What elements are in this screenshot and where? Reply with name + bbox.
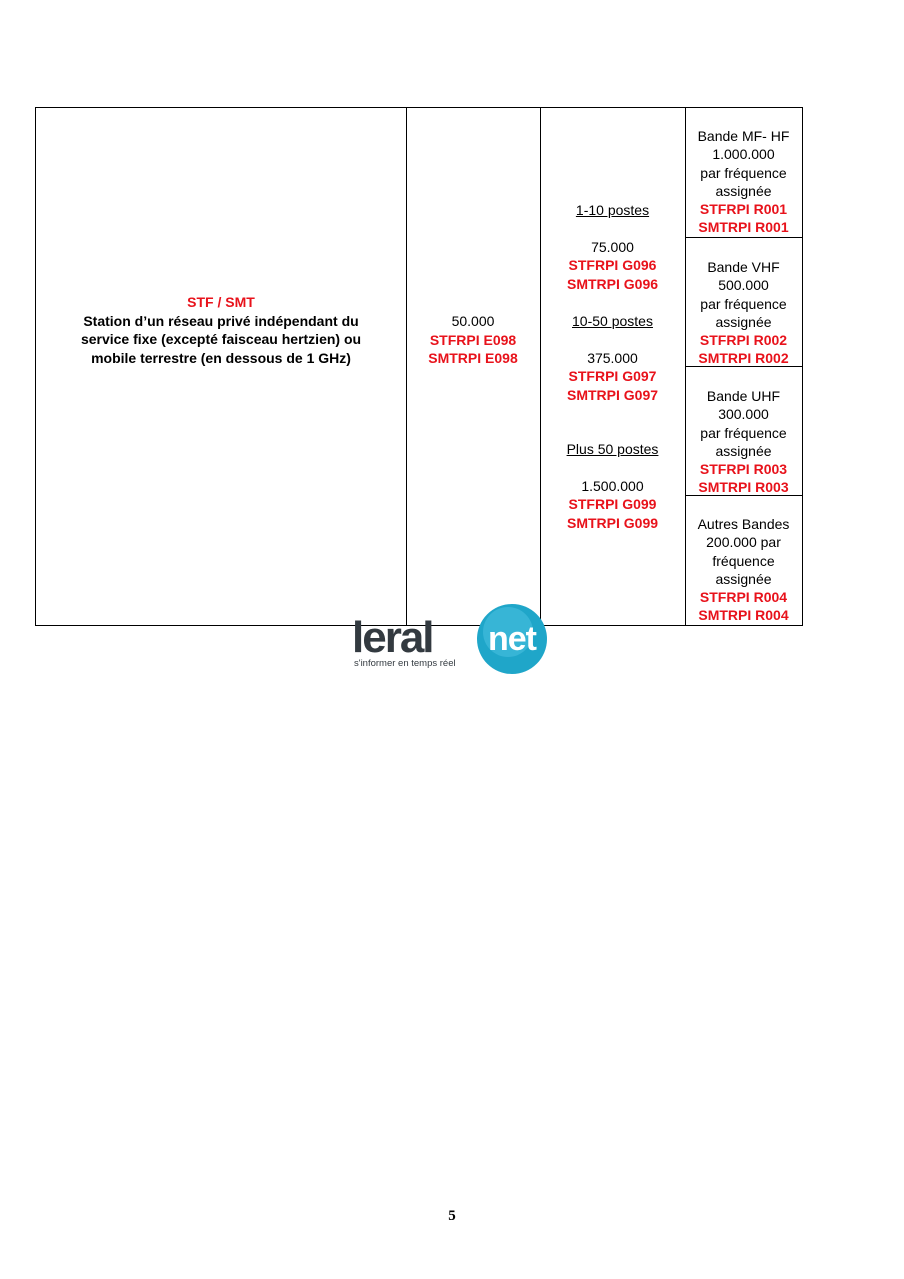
band-block [685,367,802,496]
band-line: fréquence [712,552,775,569]
station-tiers-cell [540,108,686,625]
band-line: 200.000 par [706,534,781,551]
tier-block [540,201,685,293]
band-code: STFRPI R002 [699,332,788,349]
tier-label: 1-10 postes [575,202,650,218]
fee-code: STFRPI E098 [429,331,517,348]
band-line: 300.000 [718,406,769,423]
band-line: Bande MF- HF [697,128,790,144]
band-line: par fréquence [700,295,787,312]
band-line: assignée [715,313,772,330]
page-number: 5 [448,1208,456,1224]
band-code: STFRPI R001 [699,201,788,218]
band-line: Autres Bandes [697,516,790,532]
band-line: assignée [715,182,772,199]
band-code: SMTRPI R002 [698,350,789,367]
service-heading: STF / SMT [187,294,255,310]
tier-code: SMTRPI G096 [566,275,659,292]
tier-label: 10-50 postes [572,313,653,329]
band-block [685,108,802,238]
band-code: SMTRPI R001 [698,219,789,236]
service-line: Station d’un réseau privé indépendant du [83,312,359,329]
base-fee-cell [406,108,541,625]
tier-block [540,440,685,532]
tier-label: Plus 50 postes [566,441,659,457]
band-code: SMTRPI R003 [698,479,789,496]
band-line: par fréquence [700,164,787,181]
tier-value: 375.000 [587,349,638,366]
logo-tagline: s'informer en temps réel [354,658,456,669]
tier-value: 75.000 [591,238,634,255]
band-line: par fréquence [700,424,787,441]
service-description-cell [36,108,407,625]
band-code: SMTRPI R004 [698,607,789,624]
service-line: mobile terrestre (en dessous de 1 GHz) [91,349,351,366]
band-line: 500.000 [718,277,769,294]
leral-net-logo [350,604,550,674]
band-line: Bande VHF [707,259,780,275]
band-block [685,496,802,625]
tier-value: 1.500.000 [581,477,644,494]
tariff-table [35,107,803,626]
fee-code: SMTRPI E098 [428,350,518,366]
tier-code: STFRPI G099 [568,496,657,512]
band-code: STFRPI R003 [699,461,788,478]
tier-code: SMTRPI G097 [566,386,659,403]
band-line: 1.000.000 [712,146,775,163]
tier-code: SMTRPI G099 [566,514,659,531]
frequency-bands-cell [685,108,802,625]
tier-block [540,312,685,404]
band-block [685,238,802,367]
tier-code: STFRPI G097 [568,368,657,384]
logo-brand-left: leral [352,613,433,662]
tier-code: STFRPI G096 [568,257,657,273]
band-line: assignée [715,442,772,459]
service-line: service fixe (excepté faisceau hertzien) ou [80,331,362,347]
band-line: assignée [715,570,772,587]
logo-brand-right: net [488,620,536,658]
band-code: STFRPI R004 [699,589,788,606]
base-fee-value: 50.000 [451,313,495,329]
band-line: Bande UHF [706,388,781,404]
